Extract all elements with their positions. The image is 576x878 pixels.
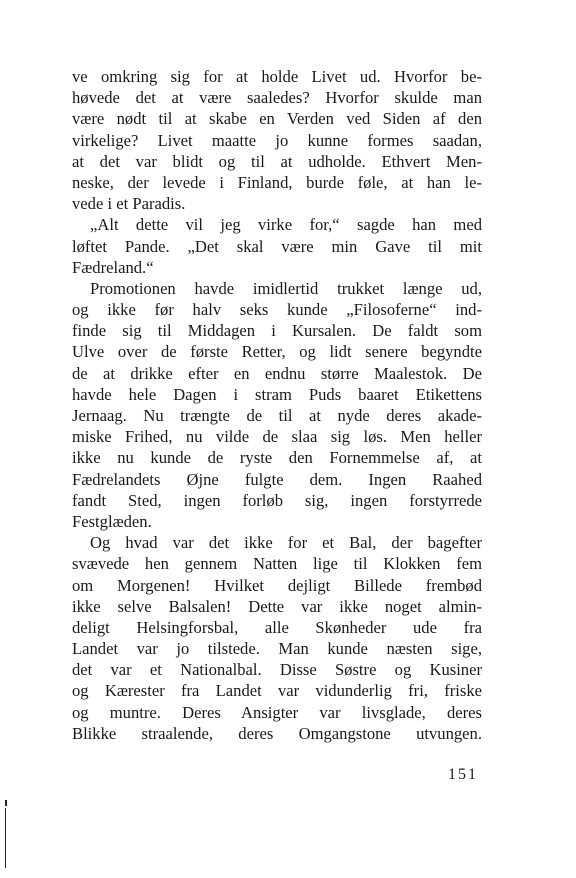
text-line: om Morgenen! Hvilket dejligt Billede frembød xyxy=(72,575,482,595)
scan-artifact-mark xyxy=(5,800,7,806)
text-line: finde sig til Middagen i Kursalen. De faldt som xyxy=(72,321,482,341)
text-line: ve omkring sig for at holde Livet ud. Hvorfor be- xyxy=(72,67,482,86)
page-number: 151 xyxy=(448,766,478,783)
body-text xyxy=(72,66,482,744)
text-line: løftet Pande. „Det skal være min Gave til mit xyxy=(72,236,482,256)
text-line: miske Frihed, nu vilde de slaa sig løs. Men heller xyxy=(72,427,482,447)
text-line: Fædrelandets Øjne fulgte dem. Ingen Raahed xyxy=(72,469,482,489)
text-line: Fædreland.“ xyxy=(72,257,154,277)
text-line: ikke selve Balsalen! Dette var ikke noget almin- xyxy=(72,596,482,616)
text-line: svævede hen gennem Natten lige til Klokken fem xyxy=(72,554,482,574)
text-line: Promotionen havde imidlertid trukket længe ud, xyxy=(90,278,482,298)
text-line: ikke nu kunde de ryste den Fornemmelse af, at xyxy=(72,448,482,468)
text-line: Jernaag. Nu trængte de til at nyde deres akade- xyxy=(72,406,482,425)
text-line: Og hvad var det ikke for et Bal, der bagefter xyxy=(90,533,482,553)
text-line: være nødt til at skabe en Verden ved Siden af den xyxy=(72,109,482,129)
text-line: at det var blidt og til at udholde. Ethvert Men- xyxy=(72,151,482,171)
text-line: og Kærester fra Landet var vidunderlig fri, friske xyxy=(72,681,482,701)
text-line: Landet var jo tilstede. Man kunde næsten sige, xyxy=(72,639,482,659)
text-line: virkelige? Livet maatte jo kunne formes saadan, xyxy=(72,130,482,150)
text-line: Festglæden. xyxy=(72,511,152,531)
text-line: fandt Sted, ingen forløb sig, ingen forstyrrede xyxy=(72,490,482,510)
text-line: Blikke straalende, deres Omgangstone utvungen. xyxy=(72,723,482,743)
text-line: neske, der levede i Finland, burde føle, at han le- xyxy=(72,172,482,192)
text-line: Ulve over de første Retter, og lidt senere begyndte xyxy=(72,342,482,362)
text-line: de at drikke efter en endnu større Maalestok. De xyxy=(72,363,482,383)
text-line: vede i et Paradis. xyxy=(72,194,186,214)
text-line: „Alt dette vil jeg virke for,“ sagde han med xyxy=(90,215,482,235)
text-line: og ikke før halv seks kunde „Filosoferne“ ind- xyxy=(72,300,482,320)
text-line: høvede det at være saaledes? Hvorfor skulde man xyxy=(72,88,482,108)
text-line: deligt Helsingforsbal, alle Skønheder ude fra xyxy=(72,617,482,637)
text-line: havde hele Dagen i stram Puds baaret Etikettens xyxy=(72,384,482,404)
text-line: og muntre. Deres Ansigter var livsglade, deres xyxy=(72,702,482,722)
text-line: det var et Nationalbal. Disse Søstre og Kusiner xyxy=(72,660,482,680)
scan-artifact-line xyxy=(5,808,6,868)
